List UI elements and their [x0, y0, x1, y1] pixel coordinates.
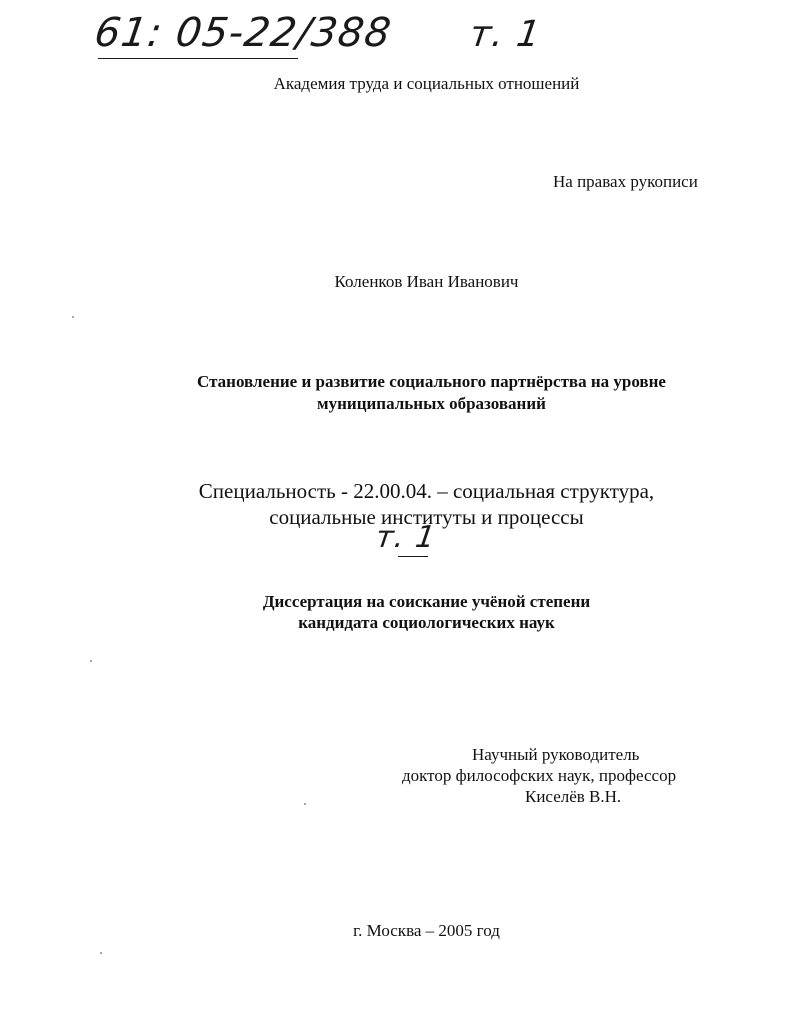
scan-speck	[100, 952, 102, 954]
author-name: Коленков Иван Иванович	[334, 272, 519, 291]
rights-notice: На правах рукописи	[553, 172, 698, 191]
supervisor-role: Научный руководитель	[472, 745, 640, 764]
specialty-line-2: социальные институты и процессы	[269, 505, 584, 529]
thesis-title-line-2: муниципальных образований	[317, 394, 546, 413]
handwritten-volume-mark-middle: т. 1	[373, 520, 439, 555]
supervisor-name: Киселёв В.Н.	[525, 787, 622, 806]
degree-statement	[27, 591, 799, 633]
thesis-title	[32, 371, 799, 415]
specialty-line-1: Специальность - 22.00.04. – социальная структура,	[198, 479, 655, 503]
scan-speck	[90, 660, 92, 662]
city-year: г. Москва – 2005 год	[353, 921, 500, 940]
scan-speck	[72, 316, 74, 318]
handwritten-archive-code: 61: 05-22/388	[91, 10, 395, 56]
handwritten-volume-mark-top: т. 1	[467, 14, 544, 55]
supervisor-credentials: доктор философских наук, профессор	[402, 766, 677, 785]
institution-name: Академия труда и социальных отношений	[273, 74, 580, 93]
degree-line-2: кандидата социологических наук	[298, 613, 555, 632]
archive-code-underline	[98, 58, 298, 59]
volume-mark-underline	[398, 556, 428, 557]
degree-line-1: Диссертация на соискание учёной степени	[262, 592, 591, 611]
thesis-title-line-1: Становление и развитие социального партнёрства на уровне	[197, 372, 666, 391]
scan-speck	[304, 803, 306, 805]
